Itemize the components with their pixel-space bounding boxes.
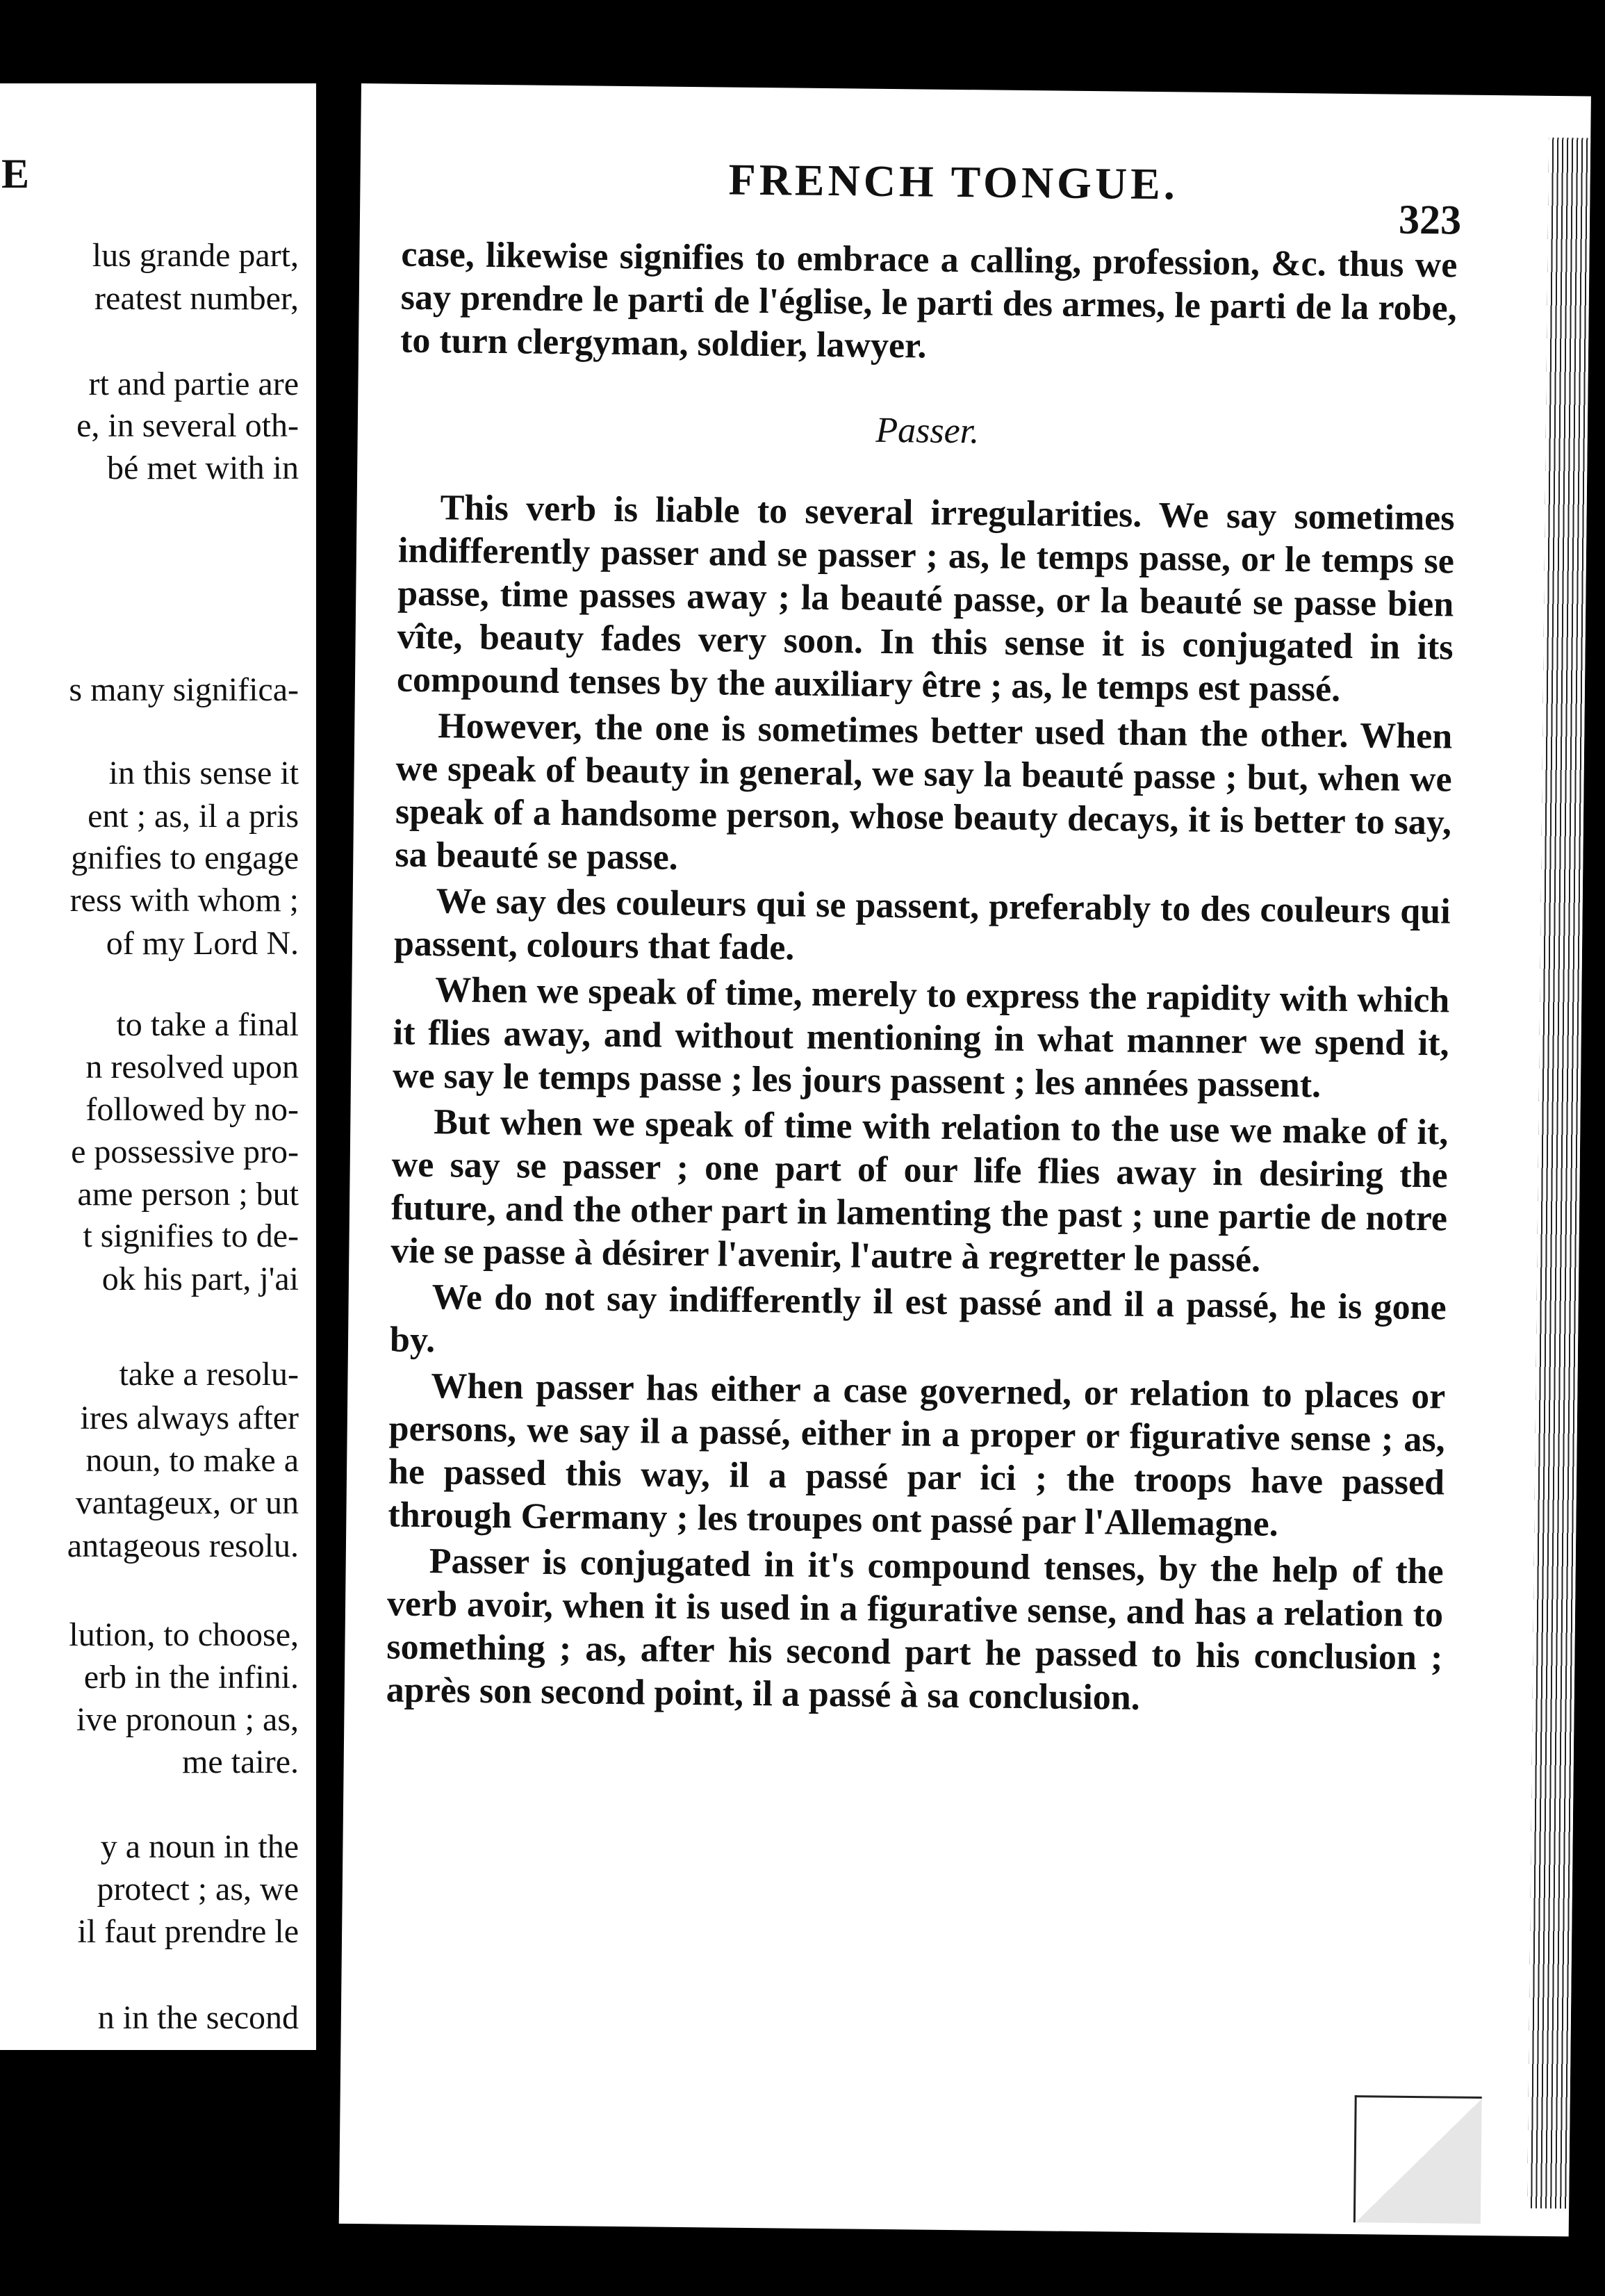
- running-head: FRENCH TONGUE.: [728, 154, 1179, 209]
- paragraph: When we speak of time, merely to express the rapidity with which it flies away, and without mentioning in what manner we spend it, we say le temps passe ; les jours passent ; les années passent.: [392, 970, 1450, 1106]
- book-gutter: [316, 83, 336, 2071]
- page-edge-stack: [1527, 138, 1590, 2208]
- folded-corner: [1353, 2095, 1482, 2224]
- paragraph: When passer has either a case governed, or relation to places or persons, we say il a passé, either in a proper or figurative sense ; as, he passed this way, il a passé par ici ; the troops have passed through Germany ; les troupes ont passé par l'Allemagne.: [388, 1366, 1446, 1544]
- left-page-line: erb in the infini.: [83, 1659, 299, 1696]
- left-page-line: followed by no-: [85, 1091, 299, 1128]
- page-number: 323: [1398, 196, 1462, 243]
- left-page-line: take a resolu-: [119, 1356, 299, 1393]
- paragraph: We say des couleurs qui se passent, preferably to des couleurs qui passent, colours that fade.: [393, 881, 1451, 968]
- left-page-line: ok his part, j'ai: [101, 1261, 299, 1297]
- paragraph: However, the one is sometimes better used than the other. When we speak of beauty in general, we say la beauté passe ; but, when we speak of a handsome person, whose beauty decays, it is better to say, sa beauté se passe.: [395, 706, 1453, 878]
- left-page-line: noun, to make a: [85, 1442, 299, 1479]
- left-page-line: gnifies to engage: [71, 839, 299, 876]
- paragraph: This verb is liable to several irregularities. We say sometimes indifferently passer and se passer ; as, le temps passe, or le temps se passe, time passes away ; la beauté passe, or la beauté se passe bien vîte, beauty fades very soon. In this sense it is conjugated in its compound tenses by the auxiliary être ; as, le temps est passé.: [396, 488, 1455, 710]
- left-page-line: lution, to choose,: [69, 1616, 299, 1653]
- left-page: [0, 83, 327, 2050]
- left-page-line: lus grande part,: [92, 237, 299, 274]
- left-page-line: of my Lord N.: [106, 925, 299, 962]
- left-page-line: to take a final: [116, 1006, 299, 1043]
- body-text: [386, 233, 1457, 1726]
- paragraph: case, likewise signifies to embrace a calling, profession, &c. thus we say prendre le parti de l'église, le parti des armes, le parti de la robe, to turn clergyman, soldier, lawyer.: [400, 234, 1458, 366]
- paragraph: But when we speak of time with relation to the use we make of it, we say se passer ; one part of our life flies away in desiring the future, and the other part in lamenting the past ; une partie de notre vie se passe à désirer l'avenir, l'autre à regretter le passé.: [390, 1102, 1449, 1280]
- left-page-line: y a noun in the: [100, 1828, 299, 1865]
- left-page-line: e, in several oth-: [76, 407, 299, 444]
- left-page-line: ent ; as, il a pris: [88, 798, 299, 835]
- paragraph: We do not say indifferently il est passé and il a passé, he is gone by.: [389, 1277, 1447, 1361]
- section-heading: Passer.: [875, 410, 980, 452]
- paragraph: Passer is conjugated in it's compound tenses, by the help of the verb avoir, when it is used in a figurative sense, and has a relation to something ; as, after his second part he passed to his conclusion ; après son second point, il a passé à sa conclusion.: [386, 1541, 1444, 1718]
- left-page-line: n in the second: [97, 1999, 299, 2036]
- left-page-line: il faut prendre le: [77, 1913, 299, 1950]
- left-page-line: e possessive pro-: [71, 1133, 299, 1170]
- left-page-line: protect ; as, we: [97, 1871, 299, 1908]
- left-page-line: s many significa-: [69, 671, 299, 708]
- left-page-line: me taire.: [182, 1744, 299, 1780]
- left-page-line: bé met with in: [107, 450, 299, 486]
- left-page-line: n resolved upon: [85, 1049, 299, 1085]
- left-page-line: reatest number,: [94, 280, 299, 317]
- right-page: [339, 83, 1591, 2236]
- left-page-line: t signifies to de-: [83, 1217, 299, 1254]
- left-page-line: ress with whom ;: [69, 882, 299, 919]
- left-page-line: vantageux, or un: [75, 1484, 299, 1521]
- left-page-line: ame person ; but: [77, 1176, 299, 1213]
- left-page-header-fragment: E: [1, 151, 31, 197]
- left-page-line: ires always after: [80, 1400, 299, 1436]
- left-page-line: ive pronoun ; as,: [76, 1701, 299, 1738]
- left-page-line: rt and partie are: [88, 366, 299, 402]
- left-page-line: antageous resolu.: [67, 1527, 299, 1564]
- left-page-line: in this sense it: [108, 755, 299, 792]
